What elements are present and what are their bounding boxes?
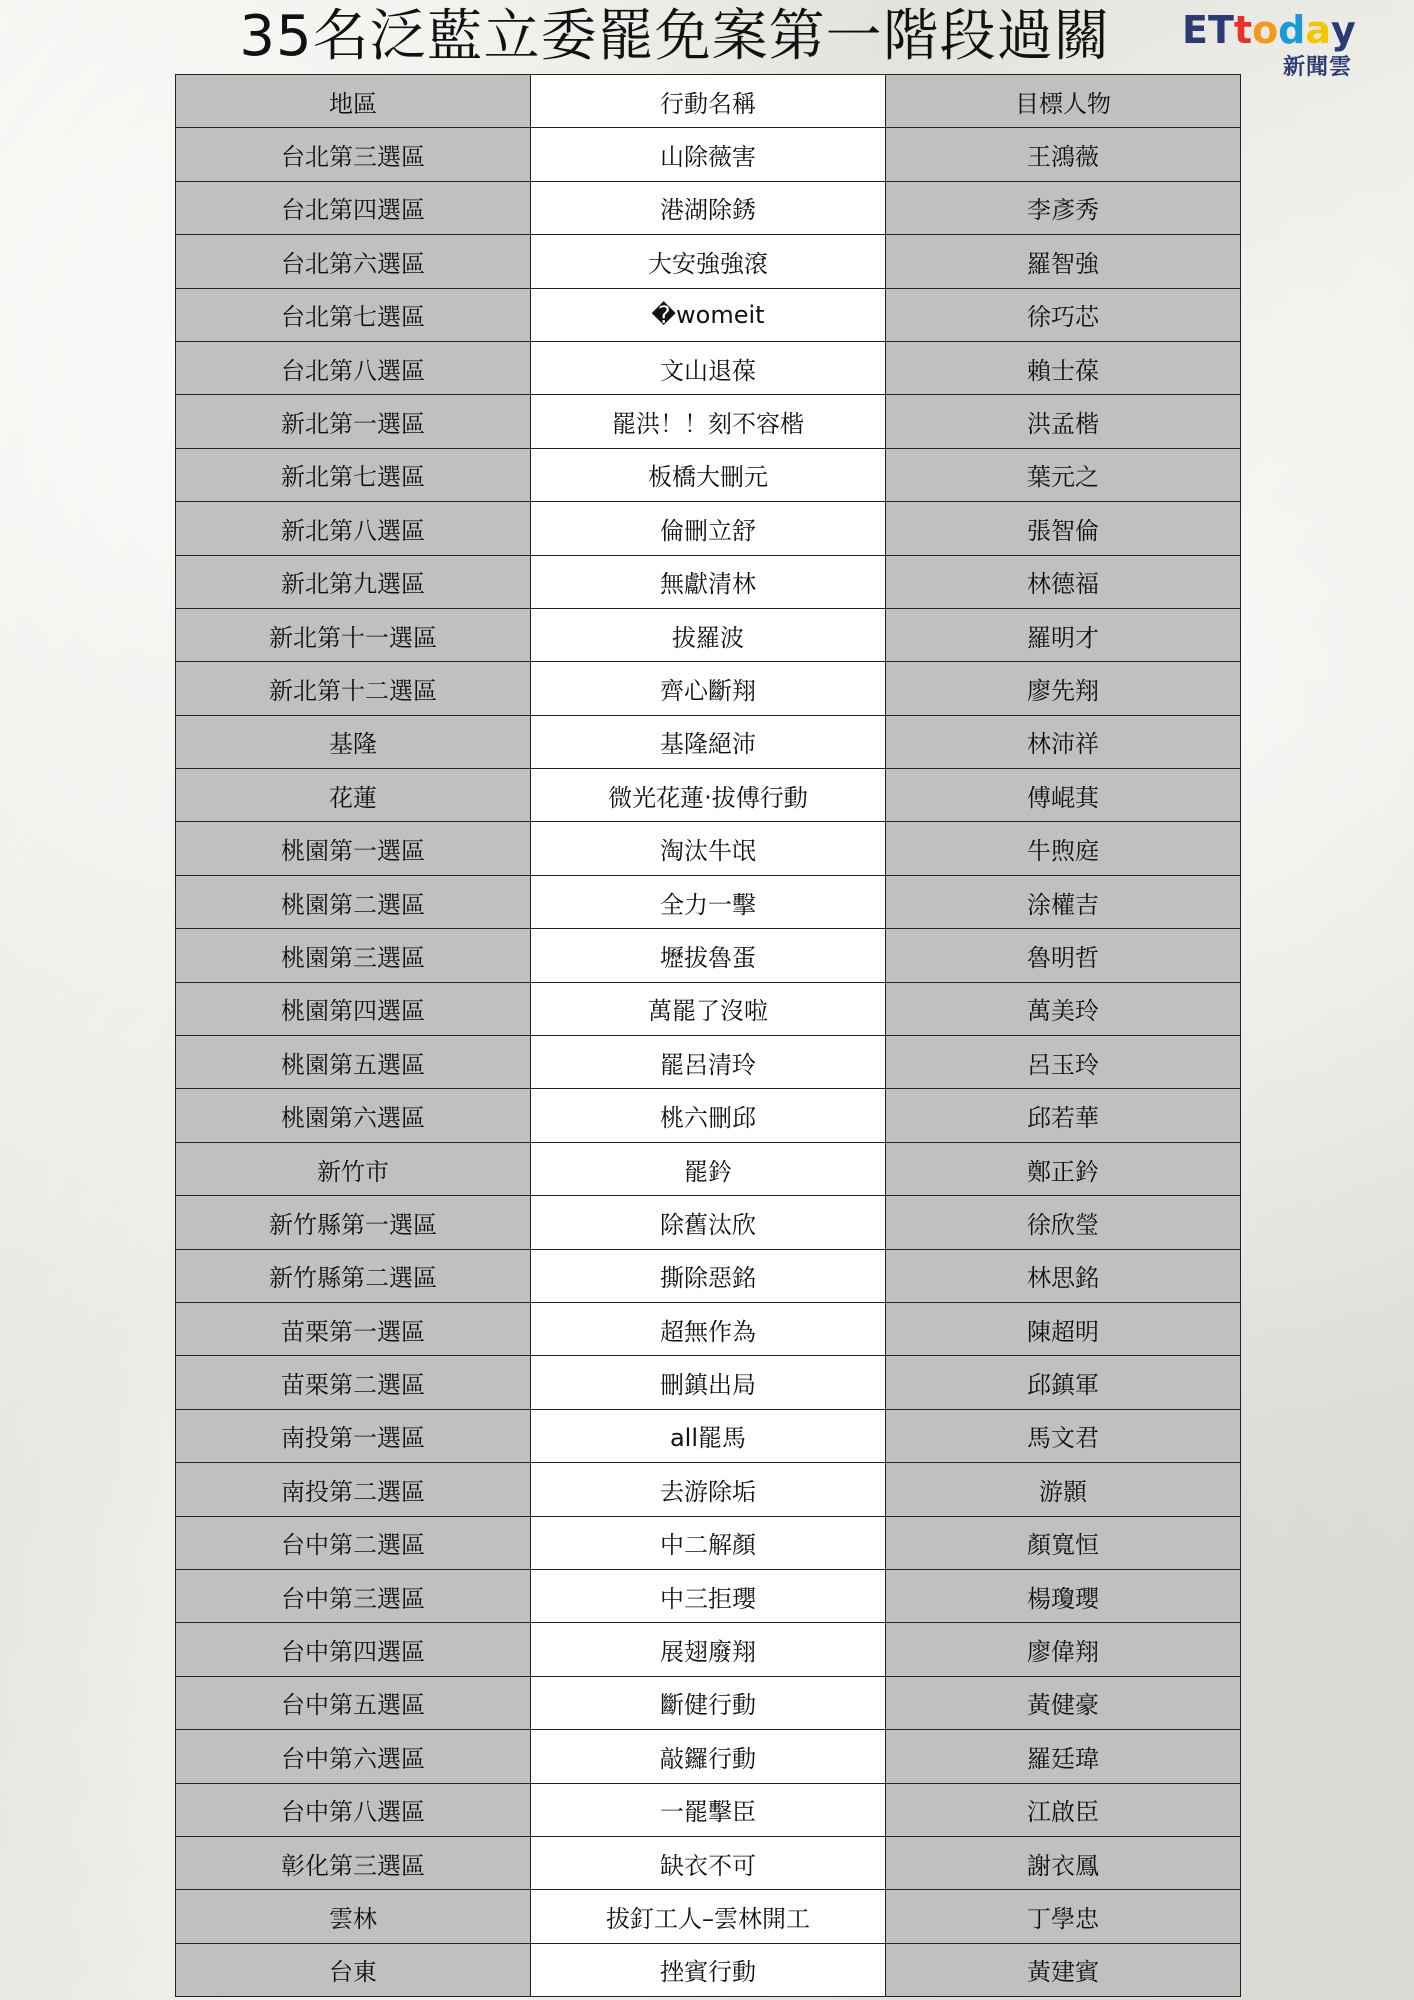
logo-letter: E xyxy=(1182,8,1208,52)
cell-target-person: 林德福 xyxy=(886,555,1241,608)
table-header-row xyxy=(176,75,1241,128)
cell-region: 台北第七選區 xyxy=(176,288,531,341)
cell-target-person: 羅明才 xyxy=(886,608,1241,661)
cell-action-name: 港湖除銹 xyxy=(531,181,886,234)
cell-target-person: 楊瓊瓔 xyxy=(886,1569,1241,1622)
table-row xyxy=(176,395,1241,448)
cell-target-person: 林沛祥 xyxy=(886,715,1241,768)
cell-region: 花蓮 xyxy=(176,769,531,822)
table-row xyxy=(176,1196,1241,1249)
cell-target-person: 邱鎮軍 xyxy=(886,1356,1241,1409)
cell-target-person: 葉元之 xyxy=(886,448,1241,501)
cell-target-person: 廖偉翔 xyxy=(886,1623,1241,1676)
cell-action-name: 拔釘工人–雲林開工 xyxy=(531,1890,886,1943)
table-row xyxy=(176,1783,1241,1836)
cell-action-name: 罷鈐 xyxy=(531,1142,886,1195)
cell-action-name: 淘汰牛氓 xyxy=(531,822,886,875)
cell-target-person: 萬美玲 xyxy=(886,982,1241,1035)
table-row xyxy=(176,235,1241,288)
cell-region: 桃園第六選區 xyxy=(176,1089,531,1142)
cell-target-person: 林思銘 xyxy=(886,1249,1241,1302)
cell-target-person: 游顥 xyxy=(886,1463,1241,1516)
cell-target-person: 徐欣瑩 xyxy=(886,1196,1241,1249)
table-row xyxy=(176,1142,1241,1195)
cell-target-person: 陳超明 xyxy=(886,1302,1241,1355)
cell-region: 苗栗第二選區 xyxy=(176,1356,531,1409)
cell-region: 苗栗第一選區 xyxy=(176,1302,531,1355)
table-row xyxy=(176,181,1241,234)
logo-wordmark xyxy=(1182,10,1362,50)
cell-target-person: 黃建賓 xyxy=(886,1943,1241,1996)
cell-action-name: 壢拔魯蛋 xyxy=(531,929,886,982)
cell-action-name: 一罷擊臣 xyxy=(531,1783,886,1836)
cell-action-name: 山除薇害 xyxy=(531,128,886,181)
cell-region: 桃園第一選區 xyxy=(176,822,531,875)
cell-action-name: 中二解顏 xyxy=(531,1516,886,1569)
table-row xyxy=(176,1890,1241,1943)
cell-region: 新北第八選區 xyxy=(176,502,531,555)
table-row xyxy=(176,1516,1241,1569)
logo-letter: a xyxy=(1305,8,1332,52)
cell-target-person: 呂玉玲 xyxy=(886,1036,1241,1089)
header-action-name: 行動名稱 xyxy=(531,75,886,128)
cell-action-name: 撕除惡銘 xyxy=(531,1249,886,1302)
cell-action-name: 斷健行動 xyxy=(531,1676,886,1729)
ettoday-logo xyxy=(1182,8,1362,80)
cell-action-name: 桃六刪邱 xyxy=(531,1089,886,1142)
cell-action-name: 去游除垢 xyxy=(531,1463,886,1516)
cell-target-person: 涂權吉 xyxy=(886,875,1241,928)
cell-action-name: 中三拒瓔 xyxy=(531,1569,886,1622)
cell-region: 桃園第三選區 xyxy=(176,929,531,982)
cell-region: 桃園第二選區 xyxy=(176,875,531,928)
cell-action-name: 拔羅波 xyxy=(531,608,886,661)
logo-letter: y xyxy=(1331,8,1356,52)
header-target-person: 目標人物 xyxy=(886,75,1241,128)
cell-target-person: 黃健豪 xyxy=(886,1676,1241,1729)
table-row xyxy=(176,875,1241,928)
cell-target-person: 傅崐萁 xyxy=(886,769,1241,822)
cell-region: 台北第三選區 xyxy=(176,128,531,181)
cell-action-name: all罷馬 xyxy=(531,1409,886,1462)
cell-target-person: 丁學忠 xyxy=(886,1890,1241,1943)
logo-letter: o xyxy=(1252,8,1279,52)
cell-action-name: 全力一擊 xyxy=(531,875,886,928)
page-title: 35名泛藍立委罷免案第一階段過關 xyxy=(239,4,1111,69)
cell-region: 新北第十二選區 xyxy=(176,662,531,715)
cell-region: 台中第五選區 xyxy=(176,1676,531,1729)
cell-action-name: 展翅廢翔 xyxy=(531,1623,886,1676)
cell-region: 南投第一選區 xyxy=(176,1409,531,1462)
cell-action-name: 倫刪立舒 xyxy=(531,502,886,555)
table-row xyxy=(176,288,1241,341)
table-row xyxy=(176,341,1241,394)
table-row xyxy=(176,982,1241,1035)
cell-region: 台北第四選區 xyxy=(176,181,531,234)
cell-region: 台中第三選區 xyxy=(176,1569,531,1622)
recall-table-container xyxy=(175,74,1239,1997)
cell-target-person: 賴士葆 xyxy=(886,341,1241,394)
cell-region: 台中第六選區 xyxy=(176,1730,531,1783)
cell-region: 新北第一選區 xyxy=(176,395,531,448)
table-row xyxy=(176,555,1241,608)
table-row xyxy=(176,929,1241,982)
cell-action-name: 板橋大刪元 xyxy=(531,448,886,501)
logo-letter: d xyxy=(1278,8,1306,52)
cell-action-name: 超無作為 xyxy=(531,1302,886,1355)
cell-region: 台北第六選區 xyxy=(176,235,531,288)
cell-region: 南投第二選區 xyxy=(176,1463,531,1516)
table-row xyxy=(176,822,1241,875)
cell-region: 台中第四選區 xyxy=(176,1623,531,1676)
cell-target-person: 李彥秀 xyxy=(886,181,1241,234)
cell-action-name: 微光花蓮‧拔傅行動 xyxy=(531,769,886,822)
cell-action-name: 萬罷了沒啦 xyxy=(531,982,886,1035)
cell-action-name: 罷呂清玲 xyxy=(531,1036,886,1089)
cell-action-name: 大安強強滾 xyxy=(531,235,886,288)
cell-region: 新竹縣第一選區 xyxy=(176,1196,531,1249)
logo-letter: T xyxy=(1207,8,1234,52)
table-row xyxy=(176,1356,1241,1409)
cell-region: 新北第七選區 xyxy=(176,448,531,501)
cell-action-name: 挫賓行動 xyxy=(531,1943,886,1996)
cell-action-name: 除舊汰欣 xyxy=(531,1196,886,1249)
cell-target-person: 鄭正鈐 xyxy=(886,1142,1241,1195)
table-row xyxy=(176,1623,1241,1676)
table-row xyxy=(176,662,1241,715)
table-row xyxy=(176,1089,1241,1142)
recall-table xyxy=(175,74,1241,1997)
cell-action-name: 齊心斷翔 xyxy=(531,662,886,715)
cell-action-name: 敲鑼行動 xyxy=(531,1730,886,1783)
cell-action-name: 刪鎮出局 xyxy=(531,1356,886,1409)
cell-action-name: 缺衣不可 xyxy=(531,1836,886,1889)
table-row xyxy=(176,1036,1241,1089)
table-row xyxy=(176,1943,1241,1996)
cell-region: 桃園第四選區 xyxy=(176,982,531,1035)
cell-action-name: �womeit xyxy=(531,288,886,341)
cell-region: 新竹縣第二選區 xyxy=(176,1249,531,1302)
cell-region: 台北第八選區 xyxy=(176,341,531,394)
cell-target-person: 江啟臣 xyxy=(886,1783,1241,1836)
cell-target-person: 羅廷瑋 xyxy=(886,1730,1241,1783)
cell-target-person: 洪孟楷 xyxy=(886,395,1241,448)
cell-target-person: 牛煦庭 xyxy=(886,822,1241,875)
table-row xyxy=(176,608,1241,661)
cell-target-person: 羅智強 xyxy=(886,235,1241,288)
cell-target-person: 徐巧芯 xyxy=(886,288,1241,341)
table-row xyxy=(176,448,1241,501)
cell-action-name: 基隆絕沛 xyxy=(531,715,886,768)
table-row xyxy=(176,1836,1241,1889)
cell-target-person: 廖先翔 xyxy=(886,662,1241,715)
cell-action-name: 文山退葆 xyxy=(531,341,886,394)
table-row xyxy=(176,769,1241,822)
header-region: 地區 xyxy=(176,75,531,128)
table-row xyxy=(176,1569,1241,1622)
cell-target-person: 魯明哲 xyxy=(886,929,1241,982)
cell-region: 新北第十一選區 xyxy=(176,608,531,661)
cell-region: 台中第二選區 xyxy=(176,1516,531,1569)
logo-letter: t xyxy=(1233,8,1253,52)
cell-region: 基隆 xyxy=(176,715,531,768)
table-row xyxy=(176,1302,1241,1355)
cell-region: 台東 xyxy=(176,1943,531,1996)
cell-region: 桃園第五選區 xyxy=(176,1036,531,1089)
cell-target-person: 王鴻薇 xyxy=(886,128,1241,181)
table-row xyxy=(176,1730,1241,1783)
cell-target-person: 張智倫 xyxy=(886,502,1241,555)
table-row xyxy=(176,1249,1241,1302)
cell-action-name: 無獻清林 xyxy=(531,555,886,608)
table-row xyxy=(176,715,1241,768)
cell-region: 雲林 xyxy=(176,1890,531,1943)
logo-subtitle: 新聞雲 xyxy=(1282,55,1352,80)
table-row xyxy=(176,1676,1241,1729)
cell-region: 新竹市 xyxy=(176,1142,531,1195)
table-row xyxy=(176,128,1241,181)
table-row xyxy=(176,1463,1241,1516)
cell-target-person: 邱若華 xyxy=(886,1089,1241,1142)
cell-action-name: 罷洪！！刻不容楷 xyxy=(531,395,886,448)
cell-target-person: 謝衣鳳 xyxy=(886,1836,1241,1889)
cell-target-person: 馬文君 xyxy=(886,1409,1241,1462)
cell-region: 彰化第三選區 xyxy=(176,1836,531,1889)
table-row xyxy=(176,502,1241,555)
cell-target-person: 顏寬恒 xyxy=(886,1516,1241,1569)
cell-region: 台中第八選區 xyxy=(176,1783,531,1836)
cell-region: 新北第九選區 xyxy=(176,555,531,608)
table-row xyxy=(176,1409,1241,1462)
